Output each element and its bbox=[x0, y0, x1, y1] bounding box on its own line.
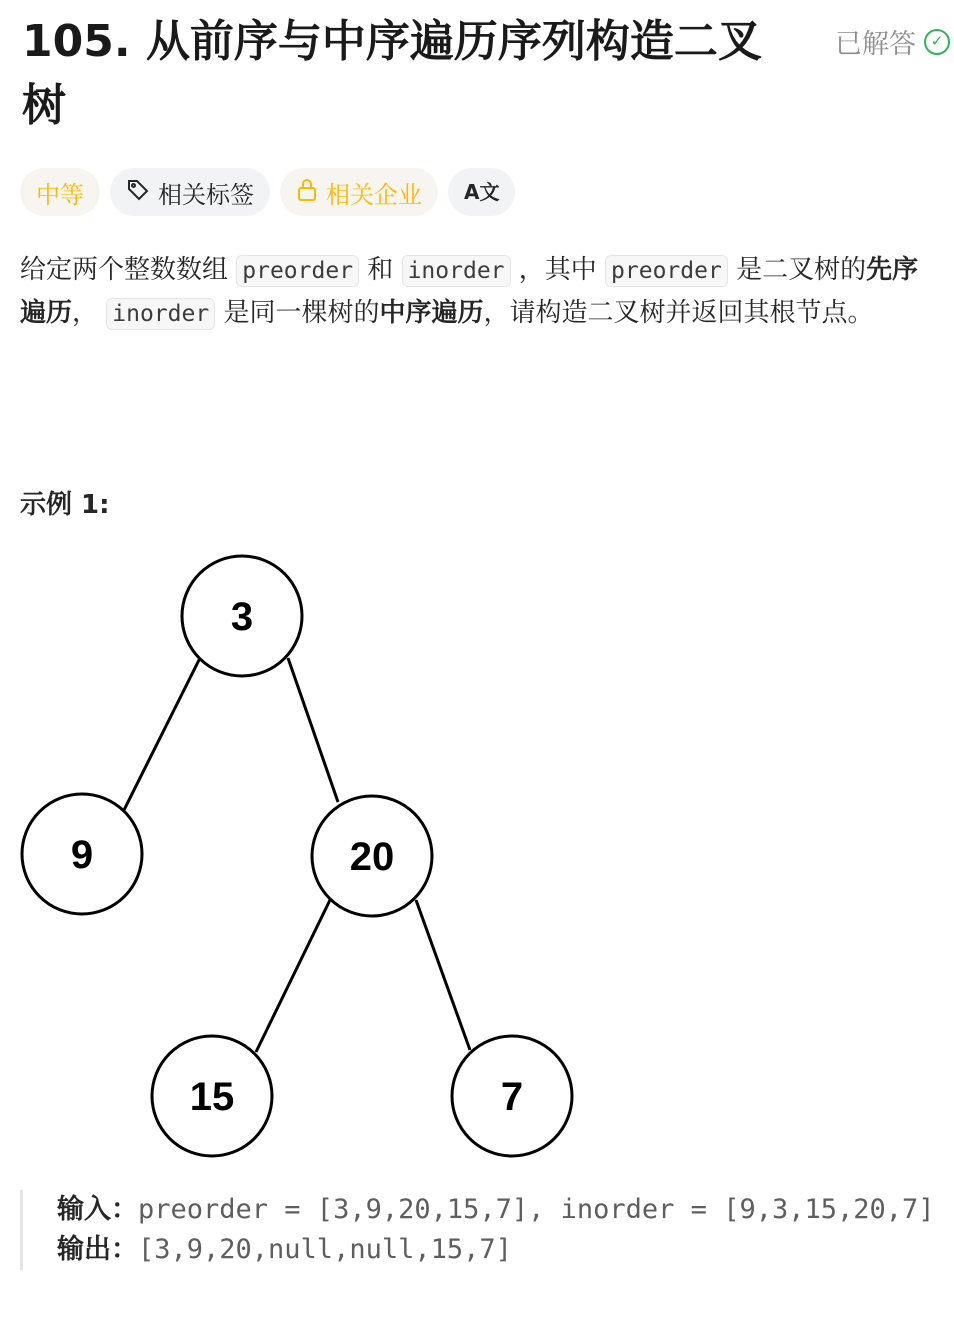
difficulty-label: 中等 bbox=[36, 180, 84, 209]
binary-tree-diagram bbox=[0, 540, 600, 1170]
tree-node-label: 3 bbox=[230, 595, 254, 639]
input-label: 输入： bbox=[57, 1194, 138, 1225]
tree-node-label: 9 bbox=[70, 833, 94, 877]
tree-edge bbox=[288, 658, 338, 802]
desc-text: ，请构造二叉树并返回其根节点。 bbox=[483, 298, 874, 328]
desc-text: 是同一棵树的 bbox=[215, 298, 380, 328]
check-circle-icon: ✓ bbox=[924, 29, 950, 55]
solved-label: 已解答 bbox=[835, 29, 916, 60]
input-value: preorder = [3,9,20,15,7], inorder = [9,3,15,20,7] bbox=[138, 1194, 935, 1225]
desc-bold: 先序遍历 bbox=[20, 255, 919, 328]
inline-code: inorder bbox=[106, 298, 215, 330]
desc-text: ， bbox=[72, 298, 107, 328]
problem-description bbox=[20, 249, 940, 335]
tree-edge bbox=[124, 658, 200, 810]
desc-bold: 中序遍历 bbox=[379, 298, 484, 328]
example-output bbox=[57, 1230, 954, 1270]
tree-node-label: 20 bbox=[349, 835, 395, 879]
tree-edge bbox=[416, 900, 470, 1050]
related-topics-tag[interactable] bbox=[110, 168, 270, 216]
tree-edge bbox=[256, 900, 330, 1052]
example-title: 示例 1: bbox=[20, 490, 110, 520]
translate-icon: A文 bbox=[464, 180, 500, 204]
tag-bar bbox=[20, 168, 515, 216]
related-companies-tag[interactable] bbox=[280, 168, 438, 216]
desc-text: 和 bbox=[359, 255, 402, 285]
example-io-block bbox=[20, 1190, 954, 1270]
tree-node-label: 15 bbox=[189, 1075, 235, 1119]
inline-code: preorder bbox=[605, 255, 728, 287]
problem-title: 105. 从前序与中序遍历序列构造二叉树 bbox=[22, 16, 762, 131]
desc-text: ，其中 bbox=[510, 255, 606, 285]
output-label: 输出： bbox=[57, 1234, 138, 1265]
tree-node-label: 7 bbox=[500, 1075, 524, 1119]
difficulty-tag[interactable] bbox=[20, 168, 100, 216]
desc-text: 是二叉树的 bbox=[727, 255, 867, 285]
example-input bbox=[57, 1190, 954, 1230]
inline-code: inorder bbox=[402, 255, 511, 287]
tag-icon bbox=[126, 178, 150, 207]
related-companies-label: 相关企业 bbox=[326, 180, 422, 209]
related-topics-label: 相关标签 bbox=[158, 180, 254, 209]
solved-status bbox=[835, 22, 950, 61]
output-value: [3,9,20,null,null,15,7] bbox=[138, 1234, 512, 1265]
desc-text: 给定两个整数数组 bbox=[20, 255, 237, 285]
translate-tag[interactable] bbox=[448, 168, 515, 216]
lock-icon bbox=[296, 178, 318, 207]
inline-code: preorder bbox=[236, 255, 359, 287]
